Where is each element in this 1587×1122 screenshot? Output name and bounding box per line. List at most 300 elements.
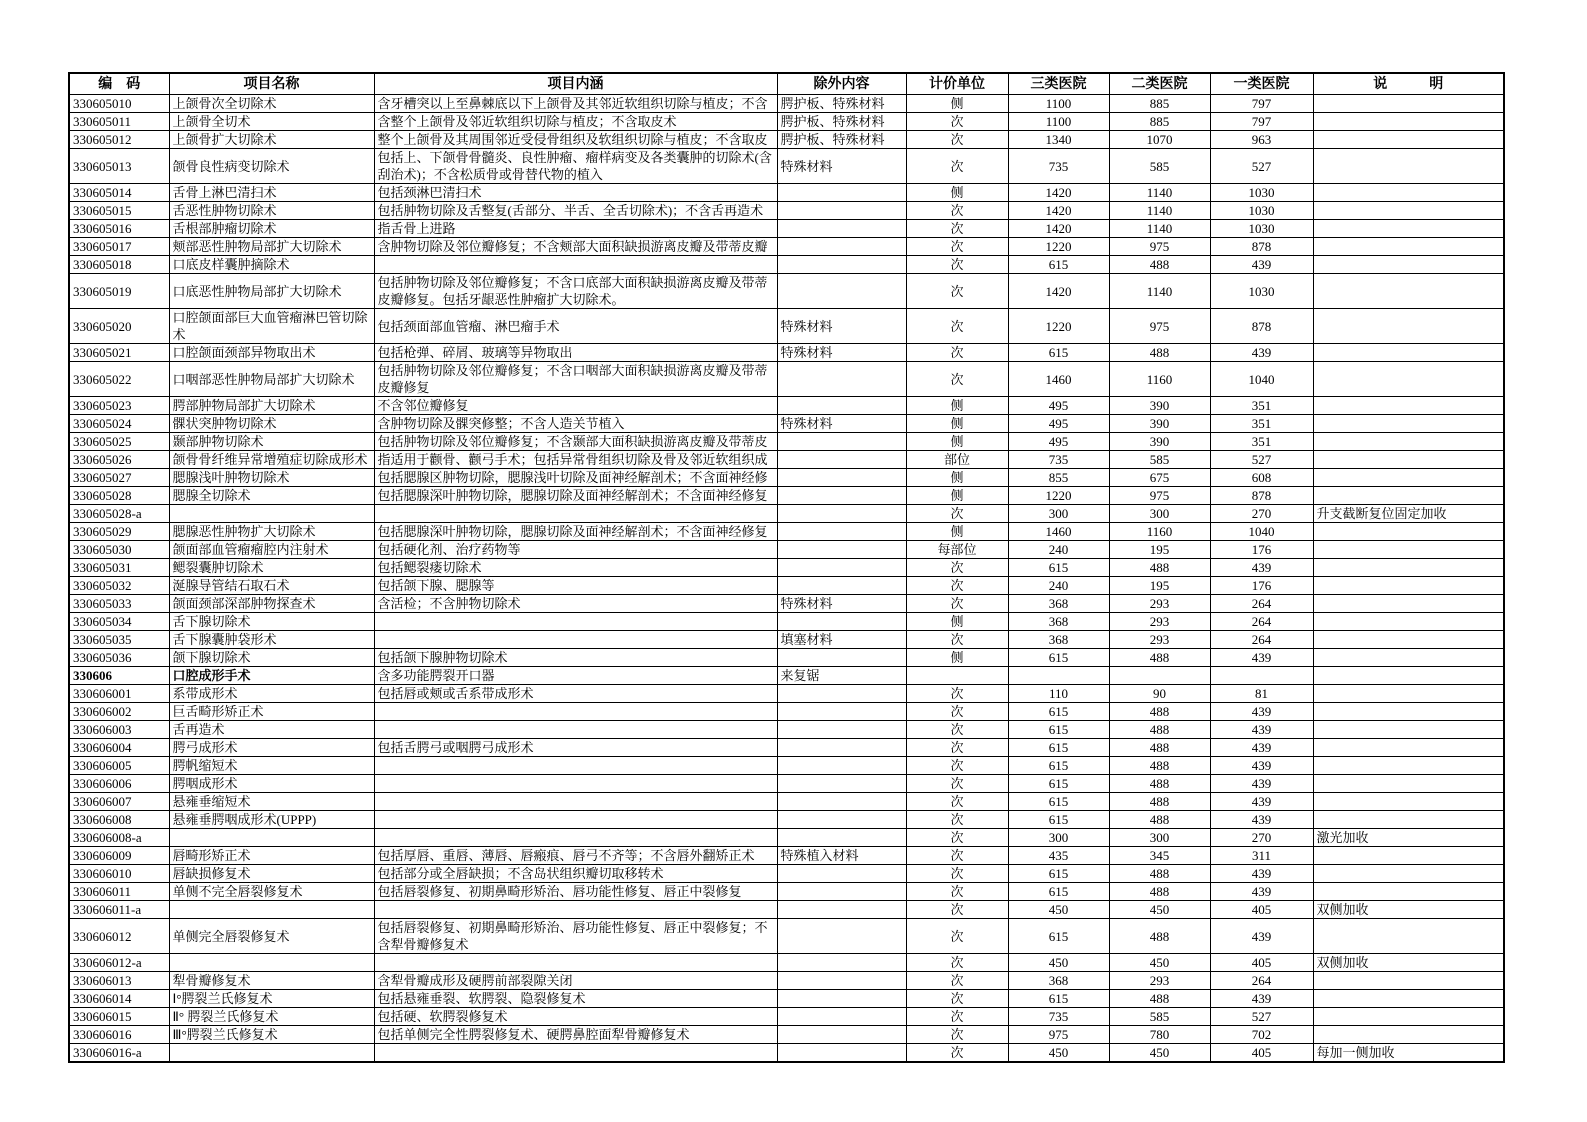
cell-name: 犁骨瓣修复术 <box>169 972 374 990</box>
cell-price-tier1: 1030 <box>1210 184 1313 202</box>
cell-excluded: 特殊材料 <box>777 595 906 613</box>
cell-excluded <box>777 202 906 220</box>
cell-price-tier2: 975 <box>1109 487 1210 505</box>
cell-price-tier3: 855 <box>1008 469 1109 487</box>
cell-code: 330606006 <box>69 775 169 793</box>
cell-content <box>374 954 777 972</box>
cell-code: 330606015 <box>69 1008 169 1026</box>
cell-excluded <box>777 793 906 811</box>
cell-excluded <box>777 649 906 667</box>
cell-price-tier2: 675 <box>1109 469 1210 487</box>
cell-price-tier2: 488 <box>1109 757 1210 775</box>
cell-unit: 次 <box>906 721 1008 739</box>
table-row <box>69 113 1504 131</box>
cell-price-tier1: 1040 <box>1210 523 1313 541</box>
document-sheet <box>68 72 1505 1063</box>
cell-unit: 次 <box>906 775 1008 793</box>
cell-code: 330605026 <box>69 451 169 469</box>
cell-price-tier2: 450 <box>1109 901 1210 919</box>
table-row <box>69 739 1504 757</box>
cell-name <box>169 901 374 919</box>
cell-price-tier1: 405 <box>1210 1044 1313 1063</box>
cell-name: 颌下腺切除术 <box>169 649 374 667</box>
cell-excluded <box>777 451 906 469</box>
cell-name: 舌下腺囊肿袋形术 <box>169 631 374 649</box>
cell-excluded <box>777 883 906 901</box>
cell-name: 上颌骨扩大切除术 <box>169 131 374 149</box>
cell-price-tier3 <box>1008 667 1109 685</box>
cell-price-tier3: 1100 <box>1008 113 1109 131</box>
cell-price-tier3: 1100 <box>1008 95 1109 113</box>
cell-unit: 次 <box>906 757 1008 775</box>
cell-price-tier1: 439 <box>1210 649 1313 667</box>
cell-price-tier3: 615 <box>1008 811 1109 829</box>
cell-excluded <box>777 487 906 505</box>
cell-price-tier1: 264 <box>1210 595 1313 613</box>
column-header: 一类医院 <box>1210 73 1313 95</box>
cell-name: 腮腺浅叶肿物切除术 <box>169 469 374 487</box>
cell-price-tier1: 878 <box>1210 238 1313 256</box>
cell-note <box>1313 220 1504 238</box>
cell-name: 舌恶性肿物切除术 <box>169 202 374 220</box>
cell-code: 330605029 <box>69 523 169 541</box>
cell-price-tier2: 1140 <box>1109 202 1210 220</box>
cell-excluded <box>777 559 906 577</box>
cell-excluded <box>777 721 906 739</box>
cell-note <box>1313 721 1504 739</box>
cell-note <box>1313 202 1504 220</box>
cell-price-tier1: 176 <box>1210 541 1313 559</box>
cell-price-tier1: 797 <box>1210 95 1313 113</box>
cell-price-tier2: 390 <box>1109 397 1210 415</box>
cell-name: Ⅱ° 腭裂兰氏修复术 <box>169 1008 374 1026</box>
cell-content <box>374 703 777 721</box>
cell-name: 颌骨良性病变切除术 <box>169 149 374 184</box>
cell-unit: 次 <box>906 739 1008 757</box>
cell-code: 330606014 <box>69 990 169 1008</box>
cell-name: 悬雍垂缩短术 <box>169 793 374 811</box>
cell-name: 舌根部肿瘤切除术 <box>169 220 374 238</box>
cell-note <box>1313 309 1504 344</box>
cell-content: 包括硬、软腭裂修复术 <box>374 1008 777 1026</box>
cell-price-tier1: 439 <box>1210 793 1313 811</box>
cell-name: 舌下腺切除术 <box>169 613 374 631</box>
cell-name: 口底皮样囊肿摘除术 <box>169 256 374 274</box>
cell-content: 包括硬化剂、治疗药物等 <box>374 541 777 559</box>
cell-price-tier3: 1220 <box>1008 238 1109 256</box>
cell-excluded <box>777 613 906 631</box>
cell-unit: 次 <box>906 990 1008 1008</box>
cell-name: 口腔颌面颈部异物取出术 <box>169 344 374 362</box>
cell-code: 330606005 <box>69 757 169 775</box>
cell-note <box>1313 811 1504 829</box>
cell-note: 双侧加收 <box>1313 901 1504 919</box>
table-row <box>69 220 1504 238</box>
cell-content: 包括腮腺深叶肿物切除，腮腺切除及面神经解剖术；不含面神经修复 <box>374 523 777 541</box>
cell-price-tier2: 585 <box>1109 149 1210 184</box>
cell-price-tier3: 615 <box>1008 649 1109 667</box>
cell-name: 腭帆缩短术 <box>169 757 374 775</box>
cell-price-tier2: 585 <box>1109 1008 1210 1026</box>
cell-price-tier3: 735 <box>1008 149 1109 184</box>
cell-unit: 次 <box>906 131 1008 149</box>
table-row <box>69 451 1504 469</box>
cell-content: 含整个上颌骨及邻近软组织切除与植皮；不含取皮术 <box>374 113 777 131</box>
cell-price-tier3: 1460 <box>1008 523 1109 541</box>
cell-price-tier3: 615 <box>1008 721 1109 739</box>
column-header: 三类医院 <box>1008 73 1109 95</box>
cell-excluded <box>777 274 906 309</box>
cell-excluded: 特殊材料 <box>777 309 906 344</box>
cell-unit: 次 <box>906 703 1008 721</box>
cell-unit: 侧 <box>906 523 1008 541</box>
cell-content: 包括肿物切除及舌整复(舌部分、半舌、全舌切除术)；不含舌再造术 <box>374 202 777 220</box>
cell-unit: 次 <box>906 344 1008 362</box>
cell-name: Ⅰ°腭裂兰氏修复术 <box>169 990 374 1008</box>
cell-price-tier3: 615 <box>1008 757 1109 775</box>
cell-excluded <box>777 829 906 847</box>
cell-price-tier3: 450 <box>1008 954 1109 972</box>
cell-content: 含多功能腭裂开口器 <box>374 667 777 685</box>
cell-unit: 次 <box>906 954 1008 972</box>
cell-excluded <box>777 990 906 1008</box>
cell-price-tier2: 390 <box>1109 433 1210 451</box>
cell-note: 升支截断复位固定加收 <box>1313 505 1504 523</box>
cell-price-tier3: 615 <box>1008 559 1109 577</box>
cell-price-tier2 <box>1109 667 1210 685</box>
cell-note: 激光加收 <box>1313 829 1504 847</box>
cell-excluded <box>777 775 906 793</box>
cell-content <box>374 901 777 919</box>
table-row <box>69 149 1504 184</box>
cell-content: 包括厚唇、重唇、薄唇、唇瘢痕、唇弓不齐等；不含唇外翻矫正术 <box>374 847 777 865</box>
cell-content: 含牙槽突以上至鼻棘底以下上颌骨及其邻近软组织切除与植皮；不含 <box>374 95 777 113</box>
cell-code: 330605035 <box>69 631 169 649</box>
cell-excluded <box>777 972 906 990</box>
header-row <box>69 73 1504 95</box>
cell-price-tier3: 1460 <box>1008 362 1109 397</box>
cell-price-tier1: 176 <box>1210 577 1313 595</box>
cell-note <box>1313 559 1504 577</box>
cell-price-tier1: 405 <box>1210 954 1313 972</box>
cell-name: 鳃裂囊肿切除术 <box>169 559 374 577</box>
cell-name: 舌骨上淋巴清扫术 <box>169 184 374 202</box>
table-row <box>69 397 1504 415</box>
cell-price-tier3: 615 <box>1008 703 1109 721</box>
table-row <box>69 721 1504 739</box>
cell-price-tier3: 615 <box>1008 739 1109 757</box>
cell-excluded <box>777 757 906 775</box>
cell-price-tier2: 1140 <box>1109 220 1210 238</box>
cell-name: 上颌骨次全切除术 <box>169 95 374 113</box>
cell-price-tier1: 439 <box>1210 739 1313 757</box>
cell-name: 单侧完全唇裂修复术 <box>169 919 374 954</box>
cell-content <box>374 829 777 847</box>
cell-name: Ⅲ°腭裂兰氏修复术 <box>169 1026 374 1044</box>
cell-price-tier2: 1160 <box>1109 362 1210 397</box>
cell-note <box>1313 990 1504 1008</box>
cell-code: 330605024 <box>69 415 169 433</box>
cell-price-tier2: 885 <box>1109 95 1210 113</box>
cell-content: 包括肿物切除及邻位瓣修复；不含口底部大面积缺损游离皮瓣及带蒂皮瓣修复。包括牙龈恶性肿瘤扩大切除术。 <box>374 274 777 309</box>
cell-excluded: 特殊植入材料 <box>777 847 906 865</box>
cell-note <box>1313 256 1504 274</box>
cell-name: 口底恶性肿物局部扩大切除术 <box>169 274 374 309</box>
cell-note <box>1313 1008 1504 1026</box>
cell-price-tier3: 368 <box>1008 595 1109 613</box>
cell-unit: 次 <box>906 202 1008 220</box>
cell-name: 口咽部恶性肿物局部扩大切除术 <box>169 362 374 397</box>
cell-name: 腭咽成形术 <box>169 775 374 793</box>
cell-price-tier3: 735 <box>1008 1008 1109 1026</box>
table-row <box>69 829 1504 847</box>
cell-unit: 次 <box>906 595 1008 613</box>
cell-excluded <box>777 1026 906 1044</box>
cell-content <box>374 721 777 739</box>
cell-code: 330606011 <box>69 883 169 901</box>
cell-note: 每加一侧加收 <box>1313 1044 1504 1063</box>
table-row <box>69 433 1504 451</box>
cell-content: 含肿物切除及邻位瓣修复；不含颊部大面积缺损游离皮瓣及带蒂皮瓣 <box>374 238 777 256</box>
cell-price-tier2: 488 <box>1109 256 1210 274</box>
cell-content: 包括腮腺深叶肿物切除，腮腺切除及面神经解剖术；不含面神经修复 <box>374 487 777 505</box>
cell-price-tier1: 878 <box>1210 309 1313 344</box>
table-row <box>69 577 1504 595</box>
cell-name: 腮腺全切除术 <box>169 487 374 505</box>
table-row <box>69 847 1504 865</box>
cell-note <box>1313 667 1504 685</box>
cell-price-tier1: 878 <box>1210 487 1313 505</box>
cell-name: 悬雍垂腭咽成形术(UPPP) <box>169 811 374 829</box>
cell-price-tier2: 885 <box>1109 113 1210 131</box>
cell-code: 330606007 <box>69 793 169 811</box>
cell-unit: 侧 <box>906 397 1008 415</box>
cell-price-tier1: 351 <box>1210 433 1313 451</box>
table-row <box>69 362 1504 397</box>
cell-excluded: 腭护板、特殊材料 <box>777 113 906 131</box>
cell-price-tier3: 735 <box>1008 451 1109 469</box>
column-header: 计价单位 <box>906 73 1008 95</box>
cell-unit: 次 <box>906 847 1008 865</box>
cell-excluded <box>777 865 906 883</box>
cell-unit: 侧 <box>906 433 1008 451</box>
cell-price-tier3: 450 <box>1008 901 1109 919</box>
column-header: 除外内容 <box>777 73 906 95</box>
cell-content <box>374 811 777 829</box>
cell-unit: 次 <box>906 1044 1008 1063</box>
cell-price-tier2: 488 <box>1109 739 1210 757</box>
cell-excluded <box>777 685 906 703</box>
table-row <box>69 487 1504 505</box>
cell-price-tier3: 1340 <box>1008 131 1109 149</box>
cell-content <box>374 757 777 775</box>
cell-name: 髁状突肿物切除术 <box>169 415 374 433</box>
cell-price-tier3: 615 <box>1008 865 1109 883</box>
cell-unit: 次 <box>906 631 1008 649</box>
cell-code: 330605010 <box>69 95 169 113</box>
cell-price-tier1: 439 <box>1210 559 1313 577</box>
cell-price-tier1: 1040 <box>1210 362 1313 397</box>
cell-content: 包括唇裂修复、初期鼻畸形矫治、唇功能性修复、唇正中裂修复 <box>374 883 777 901</box>
cell-note <box>1313 703 1504 721</box>
table-row <box>69 1026 1504 1044</box>
cell-excluded: 特殊材料 <box>777 344 906 362</box>
table-row <box>69 541 1504 559</box>
cell-price-tier3: 495 <box>1008 433 1109 451</box>
cell-code: 330605022 <box>69 362 169 397</box>
cell-price-tier2: 293 <box>1109 613 1210 631</box>
cell-excluded <box>777 397 906 415</box>
cell-excluded <box>777 577 906 595</box>
cell-content: 包括舌腭弓或咽腭弓成形术 <box>374 739 777 757</box>
cell-unit: 次 <box>906 793 1008 811</box>
cell-code: 330605028 <box>69 487 169 505</box>
cell-code: 330606010 <box>69 865 169 883</box>
cell-price-tier2: 488 <box>1109 721 1210 739</box>
table-row <box>69 202 1504 220</box>
cell-price-tier1: 527 <box>1210 451 1313 469</box>
cell-unit: 次 <box>906 811 1008 829</box>
column-header: 项目内涵 <box>374 73 777 95</box>
column-header: 编 码 <box>69 73 169 95</box>
cell-note <box>1313 238 1504 256</box>
cell-code: 330605019 <box>69 274 169 309</box>
cell-content: 包括上、下颌骨骨髓炎、良性肿瘤、瘤样病变及各类囊肿的切除术(含刮治术)；不含松质骨或骨替代物的植入 <box>374 149 777 184</box>
cell-excluded <box>777 541 906 559</box>
cell-price-tier1: 439 <box>1210 757 1313 775</box>
cell-content: 含活检；不含肿物切除术 <box>374 595 777 613</box>
cell-excluded: 填塞材料 <box>777 631 906 649</box>
cell-note <box>1313 113 1504 131</box>
cell-price-tier3: 300 <box>1008 829 1109 847</box>
cell-content <box>374 256 777 274</box>
cell-code: 330605011 <box>69 113 169 131</box>
cell-price-tier3: 368 <box>1008 631 1109 649</box>
cell-price-tier2: 450 <box>1109 954 1210 972</box>
cell-price-tier2: 293 <box>1109 972 1210 990</box>
cell-note <box>1313 685 1504 703</box>
cell-note <box>1313 487 1504 505</box>
cell-code: 330605031 <box>69 559 169 577</box>
cell-note <box>1313 883 1504 901</box>
cell-name: 系带成形术 <box>169 685 374 703</box>
cell-name <box>169 829 374 847</box>
cell-note <box>1313 344 1504 362</box>
cell-name: 舌再造术 <box>169 721 374 739</box>
cell-price-tier2: 780 <box>1109 1026 1210 1044</box>
cell-price-tier3: 615 <box>1008 883 1109 901</box>
cell-excluded: 腭护板、特殊材料 <box>777 131 906 149</box>
cell-price-tier3: 615 <box>1008 775 1109 793</box>
cell-unit: 次 <box>906 829 1008 847</box>
cell-price-tier1: 351 <box>1210 415 1313 433</box>
cell-excluded <box>777 433 906 451</box>
cell-code: 330605014 <box>69 184 169 202</box>
cell-excluded: 特殊材料 <box>777 415 906 433</box>
cell-price-tier2: 195 <box>1109 577 1210 595</box>
cell-excluded <box>777 703 906 721</box>
table-row <box>69 631 1504 649</box>
cell-note <box>1313 451 1504 469</box>
cell-code: 330606008 <box>69 811 169 829</box>
cell-price-tier3: 975 <box>1008 1026 1109 1044</box>
cell-code: 330606 <box>69 667 169 685</box>
cell-content: 包括唇裂修复、初期鼻畸形矫治、唇功能性修复、唇正中裂修复；不含犁骨瓣修复术 <box>374 919 777 954</box>
table-row <box>69 865 1504 883</box>
cell-price-tier1: 311 <box>1210 847 1313 865</box>
cell-unit: 次 <box>906 238 1008 256</box>
cell-price-tier3: 495 <box>1008 415 1109 433</box>
cell-content <box>374 775 777 793</box>
cell-code: 330605017 <box>69 238 169 256</box>
cell-price-tier3: 615 <box>1008 919 1109 954</box>
cell-note <box>1313 649 1504 667</box>
cell-price-tier3: 1420 <box>1008 220 1109 238</box>
column-header: 项目名称 <box>169 73 374 95</box>
cell-unit: 每部位 <box>906 541 1008 559</box>
cell-excluded <box>777 954 906 972</box>
table-row <box>69 309 1504 344</box>
cell-code: 330605027 <box>69 469 169 487</box>
cell-code: 330605021 <box>69 344 169 362</box>
cell-excluded <box>777 256 906 274</box>
cell-price-tier3: 368 <box>1008 613 1109 631</box>
cell-note: 双侧加收 <box>1313 954 1504 972</box>
cell-note <box>1313 95 1504 113</box>
cell-code: 330606016 <box>69 1026 169 1044</box>
cell-price-tier2: 488 <box>1109 990 1210 1008</box>
cell-price-tier3: 615 <box>1008 256 1109 274</box>
cell-note <box>1313 149 1504 184</box>
cell-name: 口腔成形手术 <box>169 667 374 685</box>
cell-code: 330605015 <box>69 202 169 220</box>
cell-content: 包括单侧完全性腭裂修复术、硬腭鼻腔面犁骨瓣修复术 <box>374 1026 777 1044</box>
cell-unit: 次 <box>906 220 1008 238</box>
cell-unit: 侧 <box>906 415 1008 433</box>
cell-name: 颊部恶性肿物局部扩大切除术 <box>169 238 374 256</box>
table-row <box>69 667 1504 685</box>
cell-unit: 部位 <box>906 451 1008 469</box>
table-row <box>69 131 1504 149</box>
cell-name: 腭部肿物局部扩大切除术 <box>169 397 374 415</box>
cell-content: 含肿物切除及髁突修整；不含人造关节植入 <box>374 415 777 433</box>
cell-price-tier3: 495 <box>1008 397 1109 415</box>
cell-excluded <box>777 362 906 397</box>
table-row <box>69 559 1504 577</box>
table-row <box>69 954 1504 972</box>
cell-excluded <box>777 739 906 757</box>
cell-unit: 次 <box>906 577 1008 595</box>
cell-price-tier2: 488 <box>1109 703 1210 721</box>
cell-price-tier2: 450 <box>1109 1044 1210 1063</box>
cell-price-tier3: 1220 <box>1008 487 1109 505</box>
cell-code: 330606008-a <box>69 829 169 847</box>
cell-code: 330605036 <box>69 649 169 667</box>
cell-content: 指适用于颧骨、颧弓手术；包括异常骨组织切除及骨及邻近软组织成 <box>374 451 777 469</box>
table-row <box>69 184 1504 202</box>
cell-content <box>374 793 777 811</box>
cell-code: 330605012 <box>69 131 169 149</box>
cell-unit: 次 <box>906 362 1008 397</box>
cell-content: 不含邻位瓣修复 <box>374 397 777 415</box>
table-row <box>69 811 1504 829</box>
cell-unit: 次 <box>906 883 1008 901</box>
cell-code: 330606009 <box>69 847 169 865</box>
cell-unit: 次 <box>906 505 1008 523</box>
cell-note <box>1313 433 1504 451</box>
cell-price-tier3: 240 <box>1008 541 1109 559</box>
medical-price-table <box>68 72 1505 1063</box>
